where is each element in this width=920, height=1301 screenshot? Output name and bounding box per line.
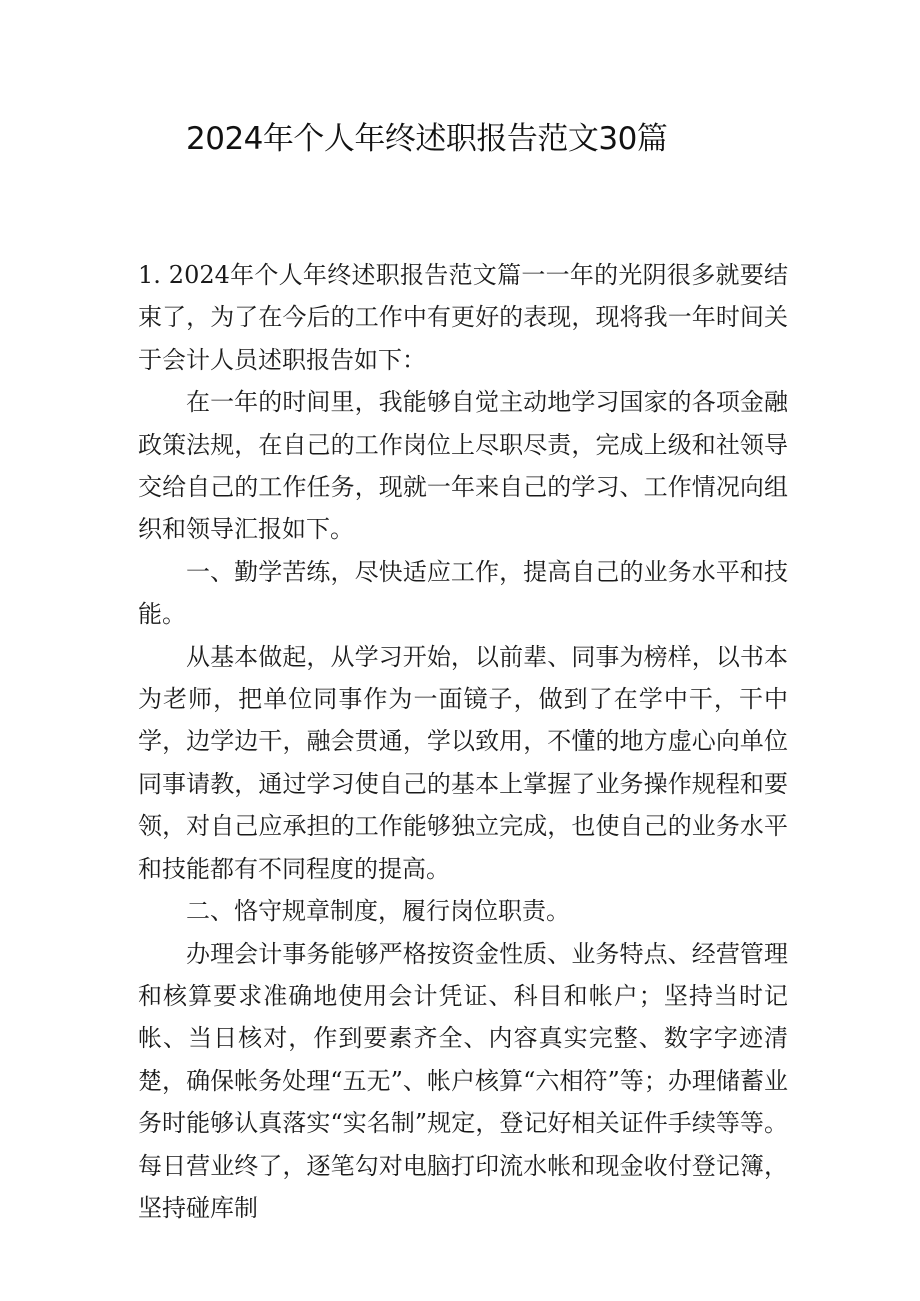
paragraph-learning: 从基本做起，从学习开始，以前辈、同事为榜样，以书本为老师，把单位同事作为一面镜子，做到了在学中干，干中学，边学边干，融会贯通，学以致用，不懂的地方虚心向单位同事请教，通过学习使自己的基本上掌握了业务操作规程和要领，对自己应承担的工作能够独立完成，也使自己的业务水平和技能都有不同程度的提高。 <box>138 642 788 883</box>
section-heading-2: 二、恪守规章制度，履行岗位职责。 <box>186 897 570 926</box>
paragraph-study-policy: 在一年的时间里，我能够自觉主动地学习国家的各项金融政策法规，在自己的工作岗位上尽职尽责，完成上级和社领导交给自己的工作任务，现就一年来自己的学习、工作情况向组织和领导汇报如下。 <box>138 388 788 544</box>
document-title: 2024年个人年终述职报告范文30篇 <box>186 121 668 157</box>
paragraph-intro: 1. 2024年个人年终述职报告范文篇一一年的光阴很多就要结束了，为了在今后的工作中有更好的表现，现将我一年时间关于会计人员述职报告如下： <box>138 261 788 374</box>
section-heading-1: 一、勤学苦练，尽快适应工作，提高自己的业务水平和技能。 <box>138 557 788 629</box>
document-body <box>138 254 788 1229</box>
paragraph-accounting-rules: 办理会计事务能够严格按资金性质、业务特点、经营管理和核算要求准确地使用会计凭证、科目和帐户；坚持当时记帐、当日核对，作到要素齐全、内容真实完整、数字字迹清楚，确保帐务处理“五无”、帐户核算“六相符”等；办理储蓄业务时能够认真落实“实名制”规定，登记好相关证件手续等等。每日营业终了，逐笔勾对电脑打印流水帐和现金收付登记簿，坚持碰库制 <box>138 939 788 1222</box>
